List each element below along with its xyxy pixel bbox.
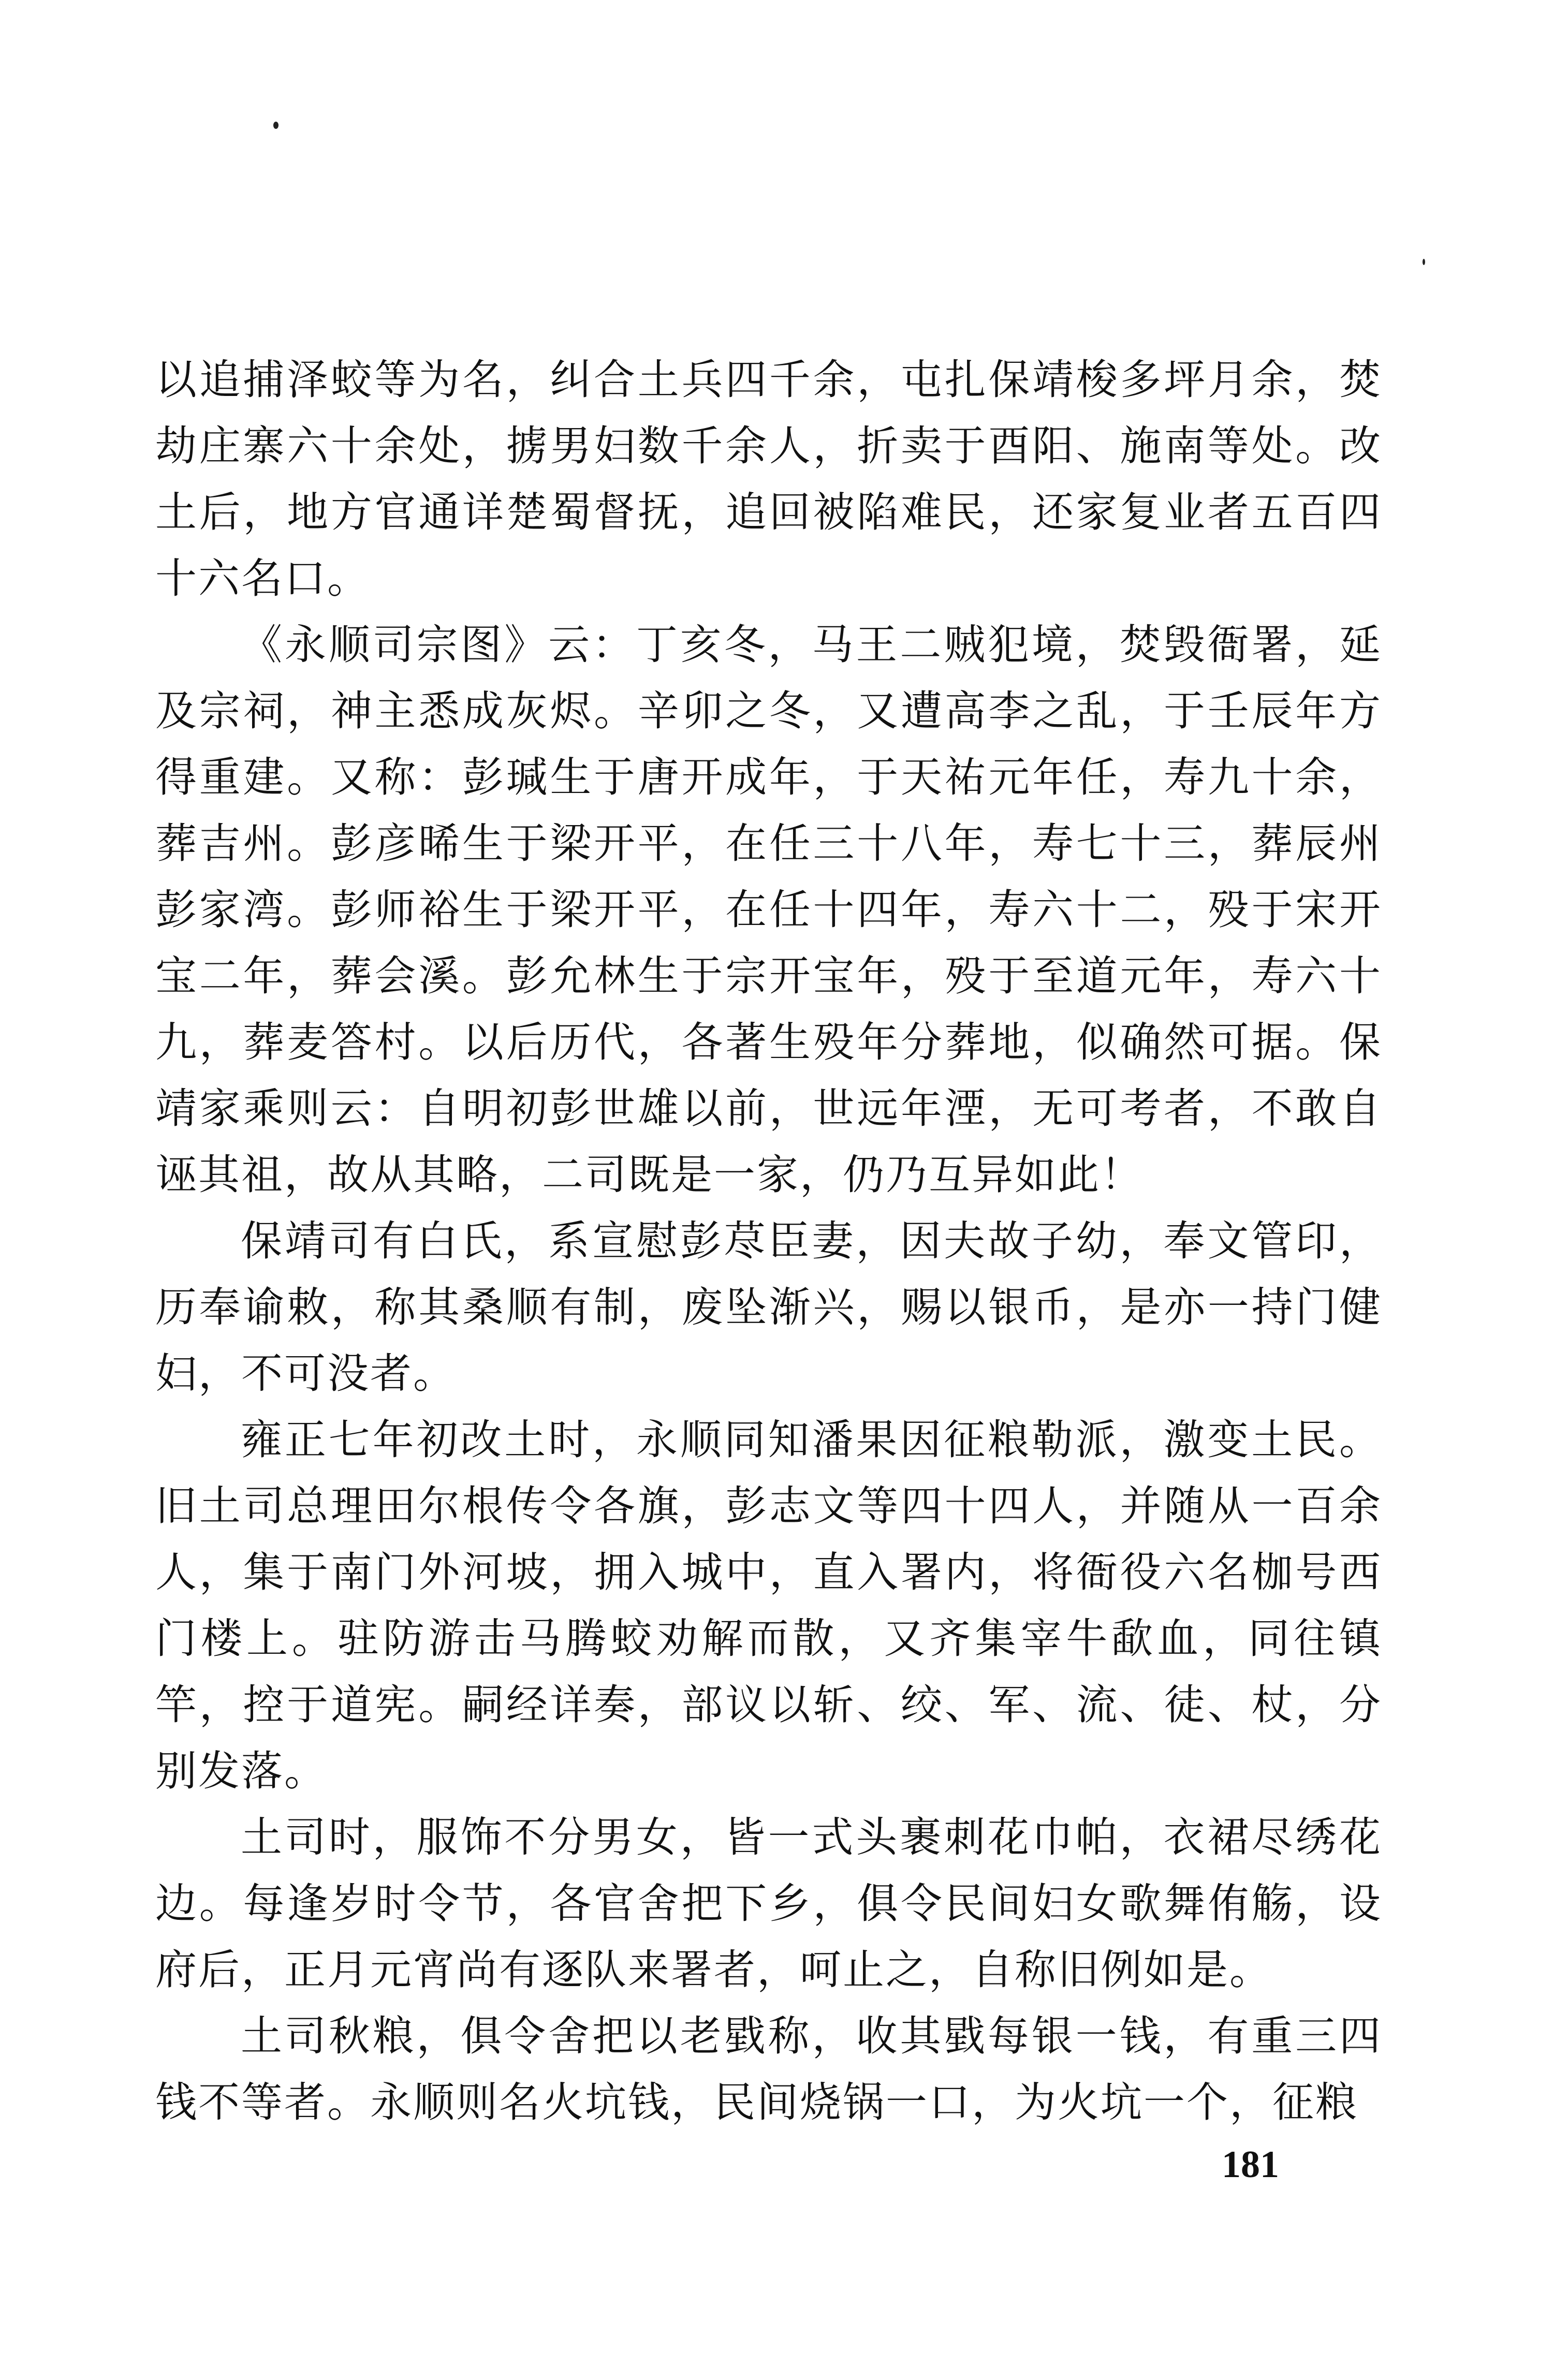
- paragraph: 土司秋粮，俱令舍把以老戥称，收其戥每银一钱，有重三四钱不等者。永顺则名火坑钱，民间烧锅一口，为火坑一个，征粮: [155, 2012, 1382, 2126]
- body-text: [155, 347, 1382, 2136]
- scan-speck: [273, 122, 278, 129]
- paragraph: 《永顺司宗图》云：丁亥冬，马王二贼犯境，焚毁衙署，延及宗祠，神主悉成灰烬。辛卯之冬，又遭高李之乱，于壬辰年方得重建。又称：彭瑊生于唐开成年，于天祐元年任，寿九十余，葬吉州。彭彦晞生于梁开平，在任三十八年，寿七十三，葬辰州彭家湾。彭师裕生于梁开平，在任十四年，寿六十二，殁于宋开宝二年，葬会溪。彭允林生于宗开宝年，殁于至道元年，寿六十九，葬麦答村。以后历代，各著生殁年分葬地，似确然可据。保靖家乘则云：自明初彭世雄以前，世远年湮，无可考者，不敢自诬其祖，故从其略，二司既是一家，仍乃互异如此！: [155, 621, 1382, 1199]
- paragraph: 以追捕泽蛟等为名，纠合土兵四千余，屯扎保靖梭多坪月余，焚劫庄寨六十余处，掳男妇数千余人，折卖于酉阳、施南等处。改土后，地方官通详楚蜀督抚，追回被陷难民，还家复业者五百四十六名口。: [155, 356, 1382, 603]
- scan-speck: [1423, 259, 1425, 265]
- paragraph: 雍正七年初改土时，永顺同知潘果因征粮勒派，激变土民。旧土司总理田尔根传令各旗，彭志文等四十四人，并随从一百余人，集于南门外河坡，拥入城中，直入署内，将衙役六名枷号西门楼上。驻防游击马腾蛟劝解而散，又齐集宰牛歃血，同往镇竿，控于道宪。嗣经详奏，部议以斩、绞、军、流、徒、杖，分别发落。: [155, 1416, 1382, 1795]
- page-number: 181: [1222, 2143, 1279, 2186]
- paragraph: 保靖司有白氏，系宣慰彭荩臣妻，因夫故子幼，奉文管印，历奉谕敕，称其桑顺有制，废坠渐兴，赐以银币，是亦一持门健妇，不可没者。: [155, 1217, 1382, 1398]
- paragraph: 土司时，服饰不分男女，皆一式头裹刺花巾帕，衣裙尽绣花边。每逢岁时令节，各官舍把下乡，俱令民间妇女歌舞侑觞，设府后，正月元宵尚有逐队来署者，呵止之，自称旧例如是。: [155, 1813, 1382, 1994]
